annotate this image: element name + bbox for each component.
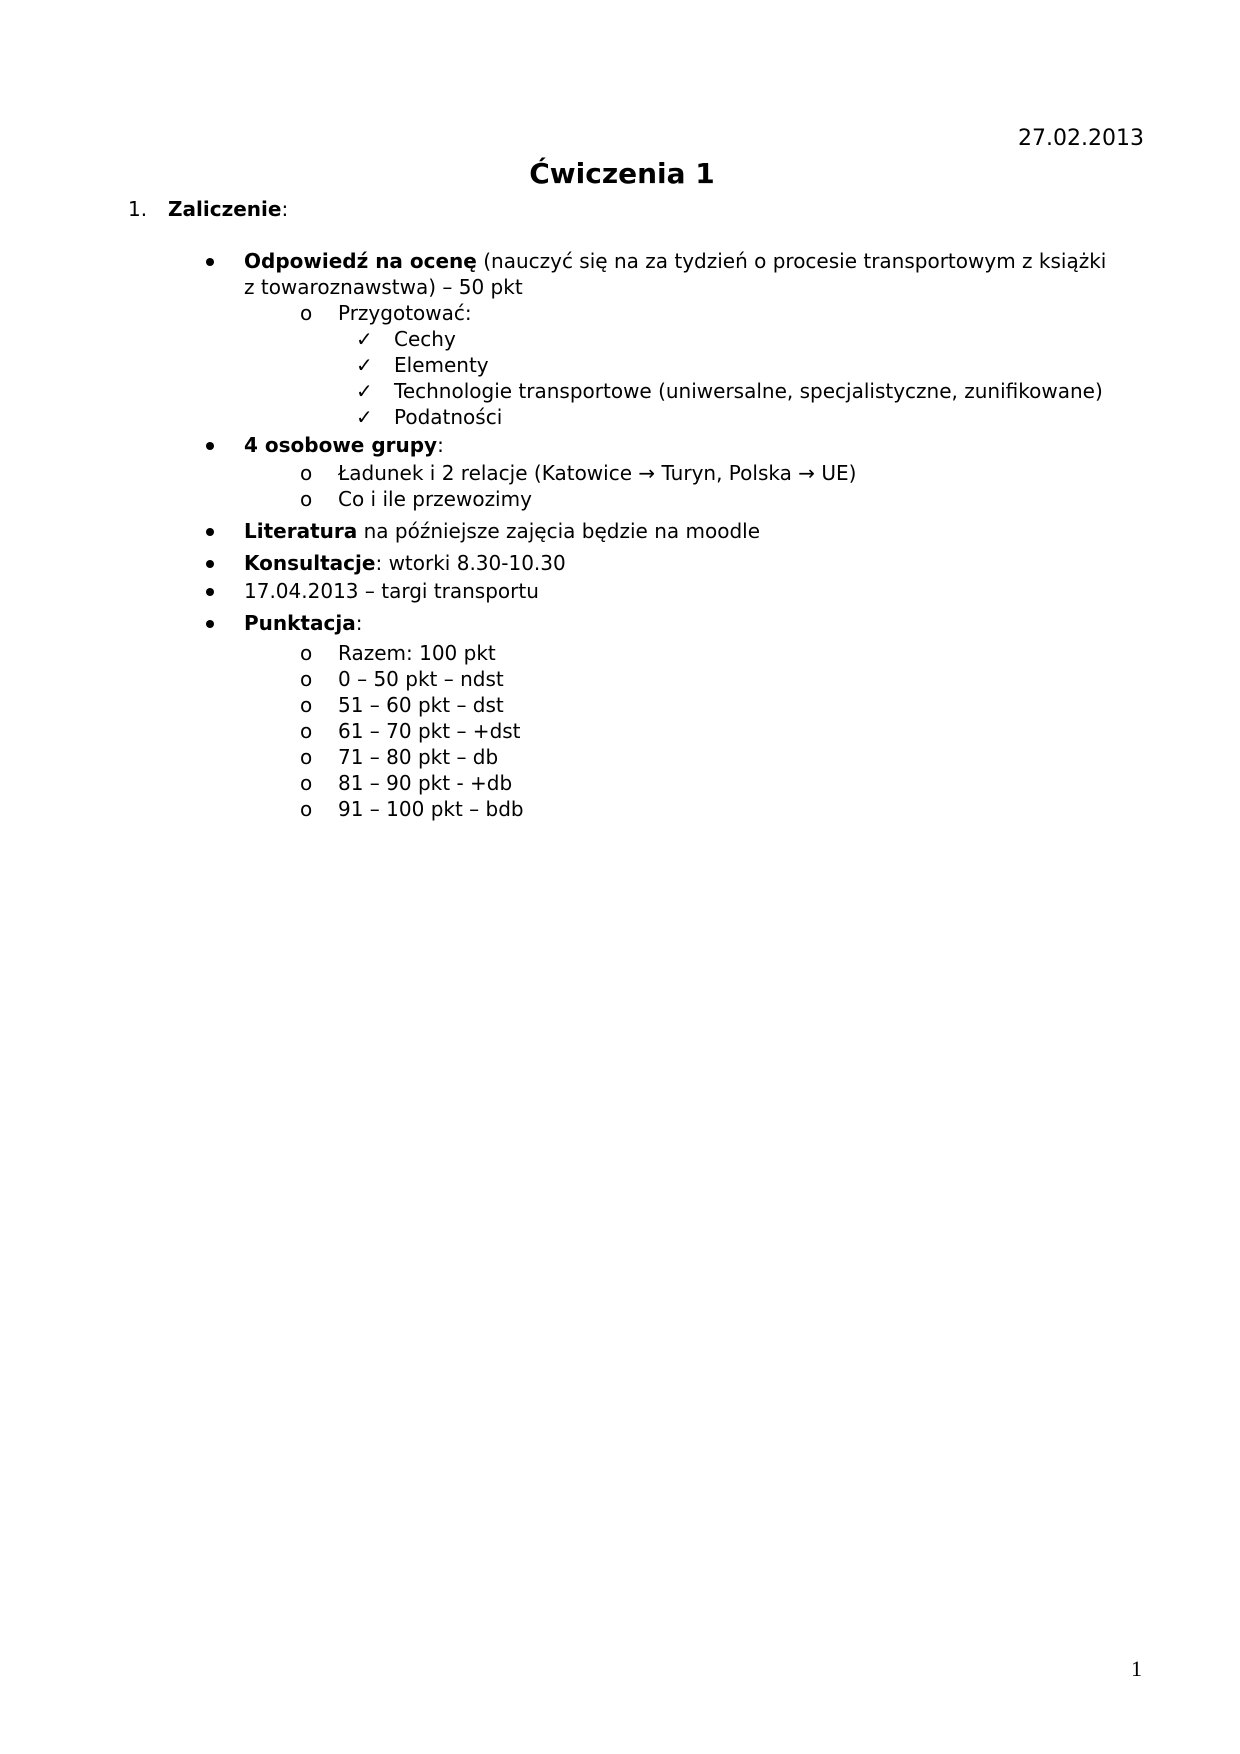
section-label: Zaliczenie [168, 197, 282, 221]
check-icon: ✓ [356, 405, 373, 429]
sub-bullet-icon: o [300, 745, 313, 769]
sub-bullet-icon: o [300, 461, 313, 485]
check-icon: ✓ [356, 379, 373, 403]
sub-bullet-icon: o [300, 693, 313, 717]
list-item-konsultacje: Konsultacje: wtorki 8.30-10.30 [244, 551, 566, 575]
list-item-odpowiedz-cont: z towaroznawstwa) – 50 pkt [244, 275, 523, 299]
check-item: Elementy [394, 353, 489, 377]
bullet-icon [206, 528, 214, 536]
list-item-score: Razem: 100 pkt [338, 641, 496, 665]
sub-bullet-icon: o [300, 719, 313, 743]
bullet-icon [206, 588, 214, 596]
check-item: Cechy [394, 327, 456, 351]
list-item-przygotowac: Przygotować: [338, 301, 472, 325]
list-item-score: 61 – 70 pkt – +dst [338, 719, 521, 743]
section-number: 1. [128, 197, 148, 221]
list-item-grupy: 4 osobowe grupy: [244, 433, 444, 457]
sub-bullet-icon: o [300, 797, 313, 821]
check-icon: ✓ [356, 327, 373, 351]
list-item-score: 51 – 60 pkt – dst [338, 693, 504, 717]
list-item-co-i-ile: Co i ile przewozimy [338, 487, 532, 511]
check-item: Podatności [394, 405, 503, 429]
bullet-icon [206, 560, 214, 568]
list-item-score: 81 – 90 pkt - +db [338, 771, 513, 795]
check-item: Technologie transportowe (uniwersalne, specjalistyczne, zunifikowane) [394, 379, 1103, 403]
document-date: 27.02.2013 [1018, 126, 1144, 151]
arrow-right-icon: → [638, 461, 656, 485]
arrow-right-icon: → [798, 461, 815, 485]
list-item-score: 0 – 50 pkt – ndst [338, 667, 504, 691]
list-item-literatura: Literatura na późniejsze zajęcia będzie na moodle [244, 519, 760, 543]
list-item-score: 71 – 80 pkt – db [338, 745, 499, 769]
sub-bullet-icon: o [300, 667, 313, 691]
sub-bullet-icon: o [300, 487, 313, 511]
list-item-ladunek: Ładunek i 2 relacje (Katowice → Turyn, Polska → UE) [338, 461, 857, 485]
check-icon: ✓ [356, 353, 373, 377]
sub-bullet-icon: o [300, 641, 313, 665]
list-item-punktacja: Punktacja: [244, 611, 363, 635]
bullet-icon [206, 442, 214, 450]
list-item-score: 91 – 100 pkt – bdb [338, 797, 524, 821]
section-heading: Zaliczenie: [168, 197, 289, 221]
page-number: 1 [1131, 1656, 1142, 1681]
list-item-odpowiedz: Odpowiedź na ocenę (nauczyć się na za tydzień o procesie transportowym z książki [244, 249, 1107, 273]
page-title: Ćwiczenia 1 [529, 157, 715, 190]
sub-bullet-icon: o [300, 771, 313, 795]
bullet-icon [206, 258, 214, 266]
bullet-icon [206, 620, 214, 628]
sub-bullet-icon: o [300, 301, 313, 325]
list-item-targi: 17.04.2013 – targi transportu [244, 579, 539, 603]
